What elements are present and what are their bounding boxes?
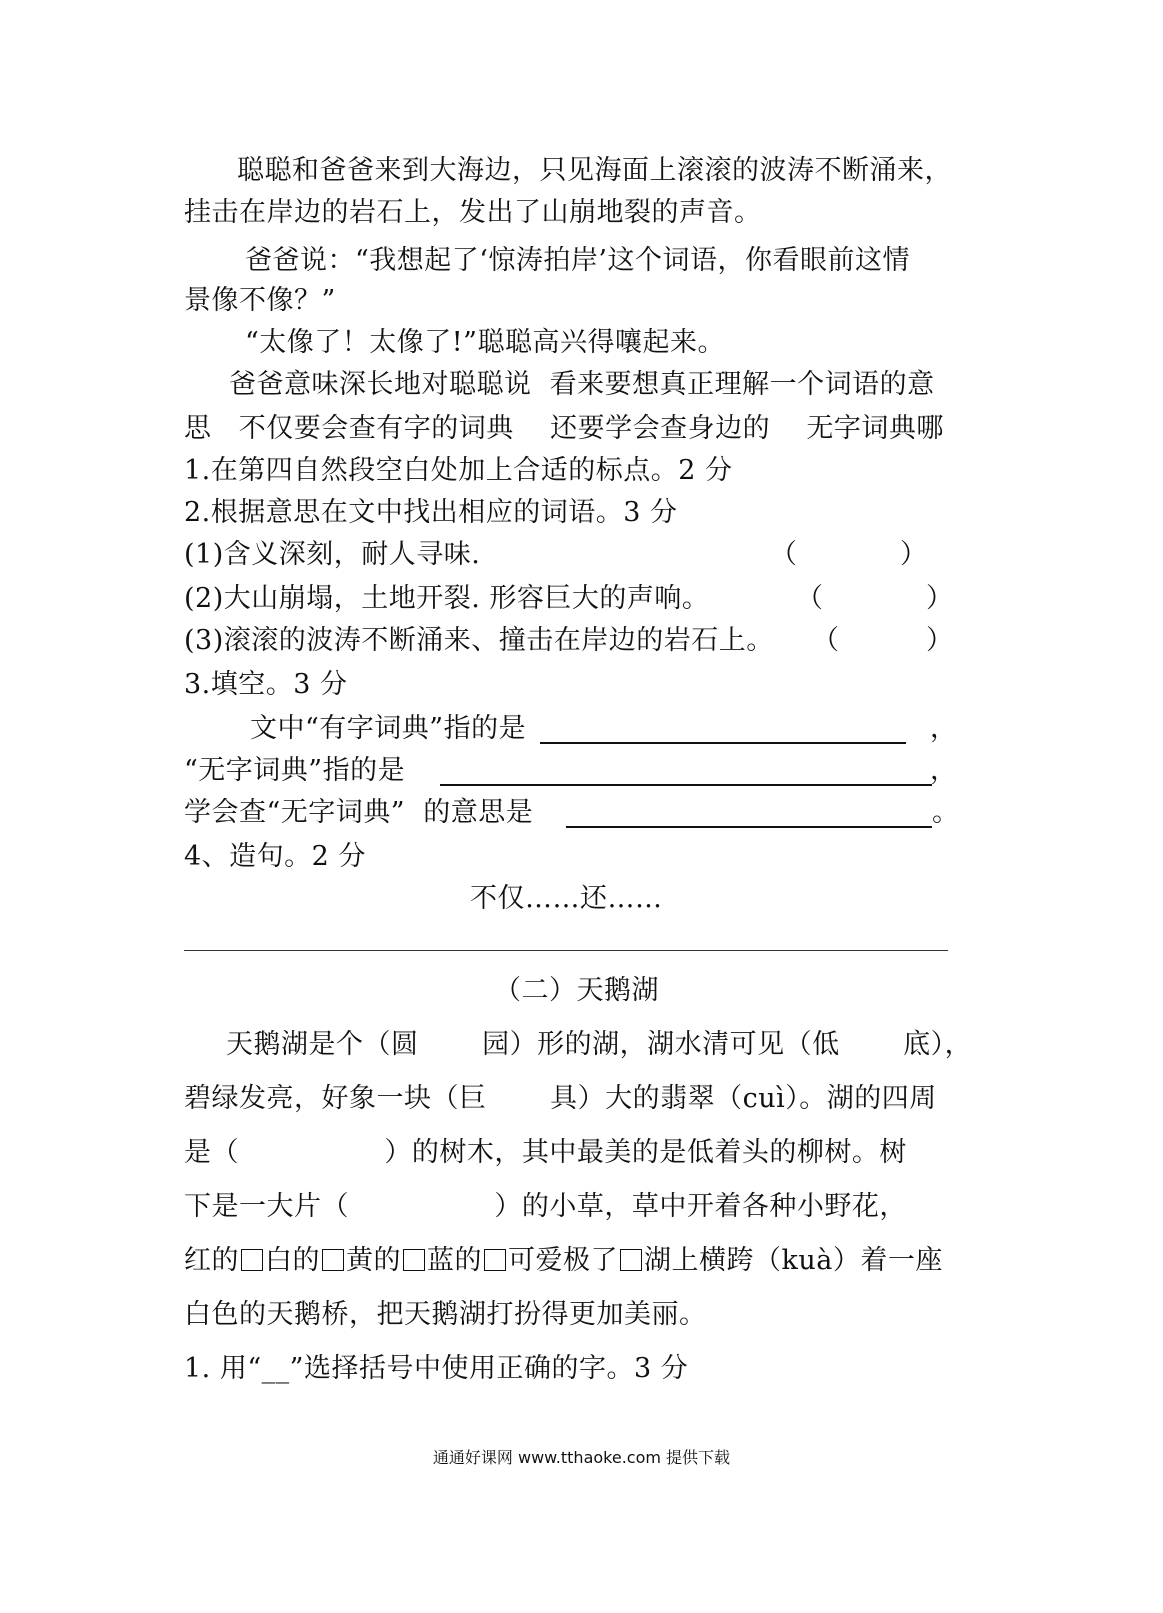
- passage2-line6: 白色的天鹅桥，把天鹅湖打扮得更加美丽。: [184, 1299, 707, 1330]
- fill-blank-2-line[interactable]: [440, 784, 932, 786]
- text-segment: 白的: [265, 1245, 320, 1276]
- question-1-1: 1.在第四自然段空白处加上合适的标点。2 分: [184, 455, 733, 486]
- answer-paren-open-3: （: [812, 625, 839, 656]
- passage1-line5: “太像了！太像了!”聪聪高兴得嚷起来。: [245, 327, 725, 358]
- passage1-line4: 景像不像？”: [184, 285, 336, 316]
- text-segment: 可爱极了: [508, 1245, 618, 1276]
- answer-paren-open-1: （: [770, 539, 797, 570]
- passage2-line5: [184, 1244, 943, 1278]
- text-segment: 蓝的: [427, 1245, 482, 1276]
- text-segment: 红的: [184, 1245, 239, 1276]
- question-1-4: 4、造句。2 分: [184, 841, 366, 872]
- fill-blank-2-comma: ，: [930, 755, 957, 786]
- fill-blank-1-comma: ，: [930, 713, 957, 744]
- passage1-line2: 挂击在岸边的岩石上，发出了山崩地裂的声音。: [184, 197, 762, 228]
- punctuation-box[interactable]: [620, 1249, 642, 1271]
- punctuation-box[interactable]: [241, 1249, 263, 1271]
- punctuation-box[interactable]: [403, 1249, 425, 1271]
- answer-paren-close-1: ）: [900, 539, 927, 570]
- fill-blank-3-line[interactable]: [566, 826, 932, 828]
- passage2-line3: 是（ ）的树木，其中最美的是低着头的柳树。树: [184, 1137, 907, 1168]
- fill-blank-3-period: 。: [932, 797, 959, 828]
- passage1-line6: 爸爸意味深长地对聪聪说 看来要想真正理解一个词语的意: [229, 369, 935, 400]
- fill-blank-1-label: 文中“有字词典”指的是: [250, 713, 527, 744]
- fill-blank-3-label: 学会查“无字词典” 的意思是: [184, 797, 534, 828]
- passage1-line7: 思 不仅要会查有字的词典 还要学会查身边的 无字词典哪: [184, 413, 944, 444]
- answer-paren-close-2: ）: [926, 583, 953, 614]
- question-1-3: 3.填空。3 分: [184, 669, 348, 700]
- sentence-pattern: 不仅……还……: [470, 883, 663, 914]
- section-title: （二）天鹅湖: [494, 975, 659, 1006]
- answer-paren-close-3: ）: [926, 625, 953, 656]
- fill-blank-2-label: “无字词典”指的是: [184, 755, 406, 786]
- passage2-line2: 碧绿发亮，好象一块（巨 具）大的翡翠（cuì）。湖的四周: [184, 1083, 937, 1114]
- fill-blank-1-line[interactable]: [540, 742, 906, 744]
- punctuation-box[interactable]: [484, 1249, 506, 1271]
- passage1-line1: 聪聪和爸爸来到大海边，只见海面上滚滚的波涛不断涌来，: [237, 155, 952, 186]
- passage2-line4: 下是一大片（ ）的小草，草中开着各种小野花，: [184, 1191, 907, 1222]
- passage1-line3: 爸爸说：“我想起了‘惊涛拍岸’这个词语，你看眼前这情: [245, 245, 910, 276]
- passage2-line1: 天鹅湖是个（圆 园）形的湖，湖水清可见（低 底），: [226, 1029, 973, 1060]
- sub-question-3: (3)滚滚的波涛不断涌来、撞击在岸边的岩石上。: [184, 625, 774, 656]
- sub-question-1: (1)含义深刻，耐人寻味.: [184, 539, 481, 570]
- answer-paren-open-2: （: [796, 583, 823, 614]
- question-1-2: 2.根据意思在文中找出相应的词语。3 分: [184, 497, 678, 528]
- text-segment: 黄的: [346, 1245, 401, 1276]
- question-2-1: 1. 用“__”选择括号中使用正确的字。3 分: [184, 1353, 689, 1384]
- answer-line[interactable]: [184, 950, 948, 951]
- text-segment: 湖上横跨（kuà）着一座: [644, 1245, 943, 1276]
- footer-credit: 通通好课网 www.tthaoke.com 提供下载: [432, 1448, 731, 1467]
- sub-question-2: (2)大山崩塌，土地开裂. 形容巨大的声响。: [184, 583, 710, 614]
- punctuation-box[interactable]: [322, 1249, 344, 1271]
